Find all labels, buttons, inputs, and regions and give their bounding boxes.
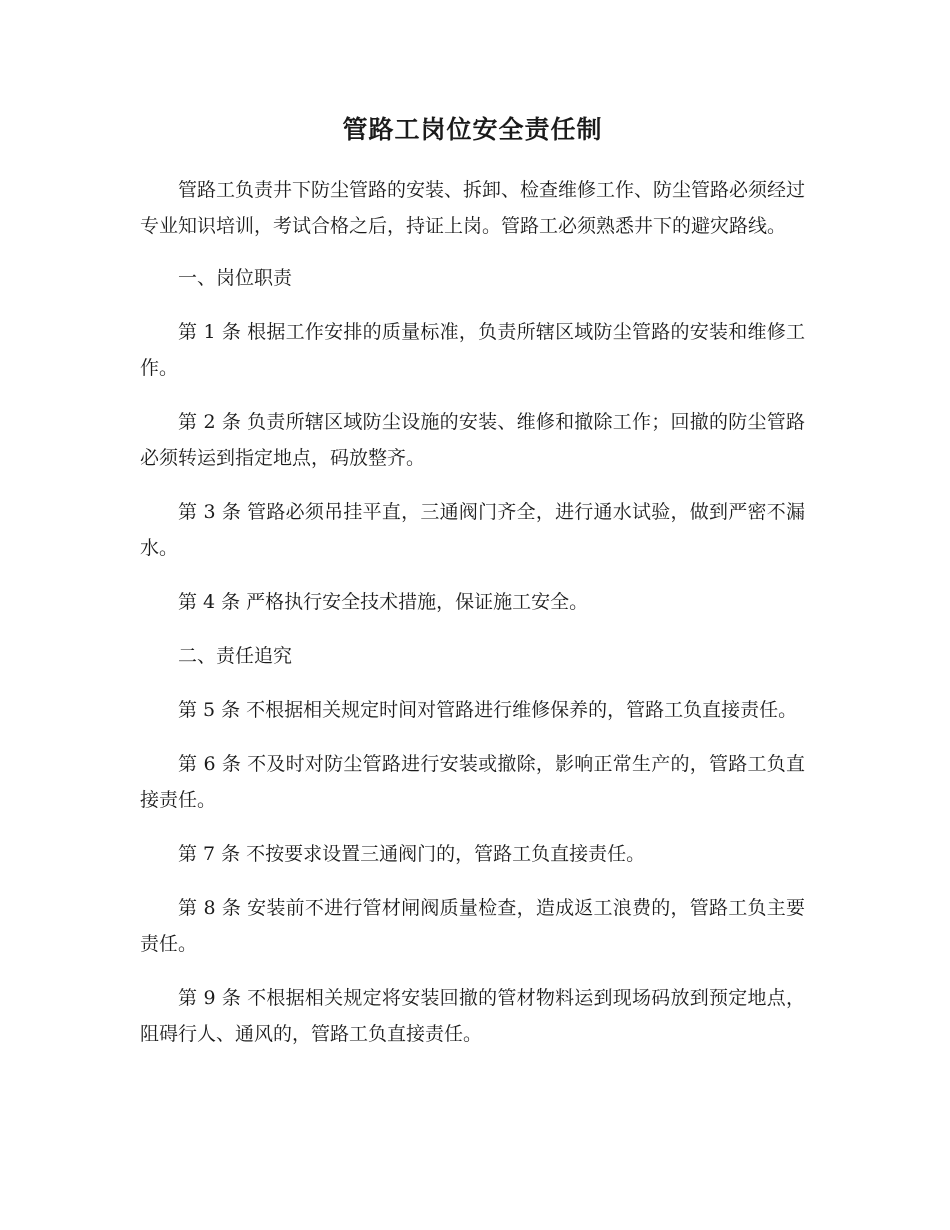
article-7 (140, 836, 805, 872)
article-3 (140, 494, 805, 566)
article-text: 不根据相关规定时间对管路进行维修保养的，管路工负直接责任。 (246, 699, 798, 721)
section-heading-accountability: 二、责任追究 (178, 645, 293, 667)
article-number: 第 9 条 (178, 987, 242, 1009)
article-text: 不及时对防尘管路进行安装或撤除，影响正常生产的，管路工负直接责任。 (140, 753, 805, 811)
article-text: 严格执行安全技术措施，保证施工安全。 (246, 591, 589, 613)
document-page (140, 110, 805, 1070)
article-number: 第 8 条 (178, 897, 242, 919)
intro-paragraph: 管路工负责井下防尘管路的安装、拆卸、检查维修工作、防尘管路必须经过专业知识培训，考试合格之后，持证上岗。管路工必须熟悉井下的避灾路线。 (140, 179, 806, 237)
article-5 (140, 692, 805, 728)
article-text: 负责所辖区域防尘设施的安装、维修和撤除工作；回撤的防尘管路必须转运到指定地点，码放整齐。 (140, 411, 805, 469)
article-9 (140, 980, 805, 1052)
article-4 (140, 584, 805, 620)
article-number: 第 2 条 (178, 411, 242, 433)
article-text: 不根据相关规定将安装回撤的管材物料运到现场码放到预定地点，阻碍行人、通风的，管路工负直接责任。 (140, 987, 805, 1045)
article-text: 管路必须吊挂平直，三通阀门齐全，进行通水试验，做到严密不漏水。 (140, 501, 805, 559)
article-number: 第 4 条 (178, 591, 241, 613)
article-number: 第 5 条 (178, 699, 241, 721)
article-number: 第 1 条 (178, 321, 242, 343)
article-text: 安装前不进行管材闸阀质量检查，造成返工浪费的，管路工负主要责任。 (140, 897, 805, 955)
article-number: 第 3 条 (178, 501, 242, 523)
section-heading-duties: 一、岗位职责 (178, 267, 293, 289)
article-2 (140, 404, 805, 476)
article-text: 根据工作安排的质量标准，负责所辖区域防尘管路的安装和维修工作。 (140, 321, 805, 379)
article-1 (140, 314, 805, 386)
article-6 (140, 746, 805, 818)
article-8 (140, 890, 805, 962)
article-number: 第 6 条 (178, 753, 242, 775)
article-number: 第 7 条 (178, 843, 241, 865)
document-title: 管路工岗位安全责任制 (342, 115, 603, 144)
article-text: 不按要求设置三通阀门的，管路工负直接责任。 (246, 843, 646, 865)
